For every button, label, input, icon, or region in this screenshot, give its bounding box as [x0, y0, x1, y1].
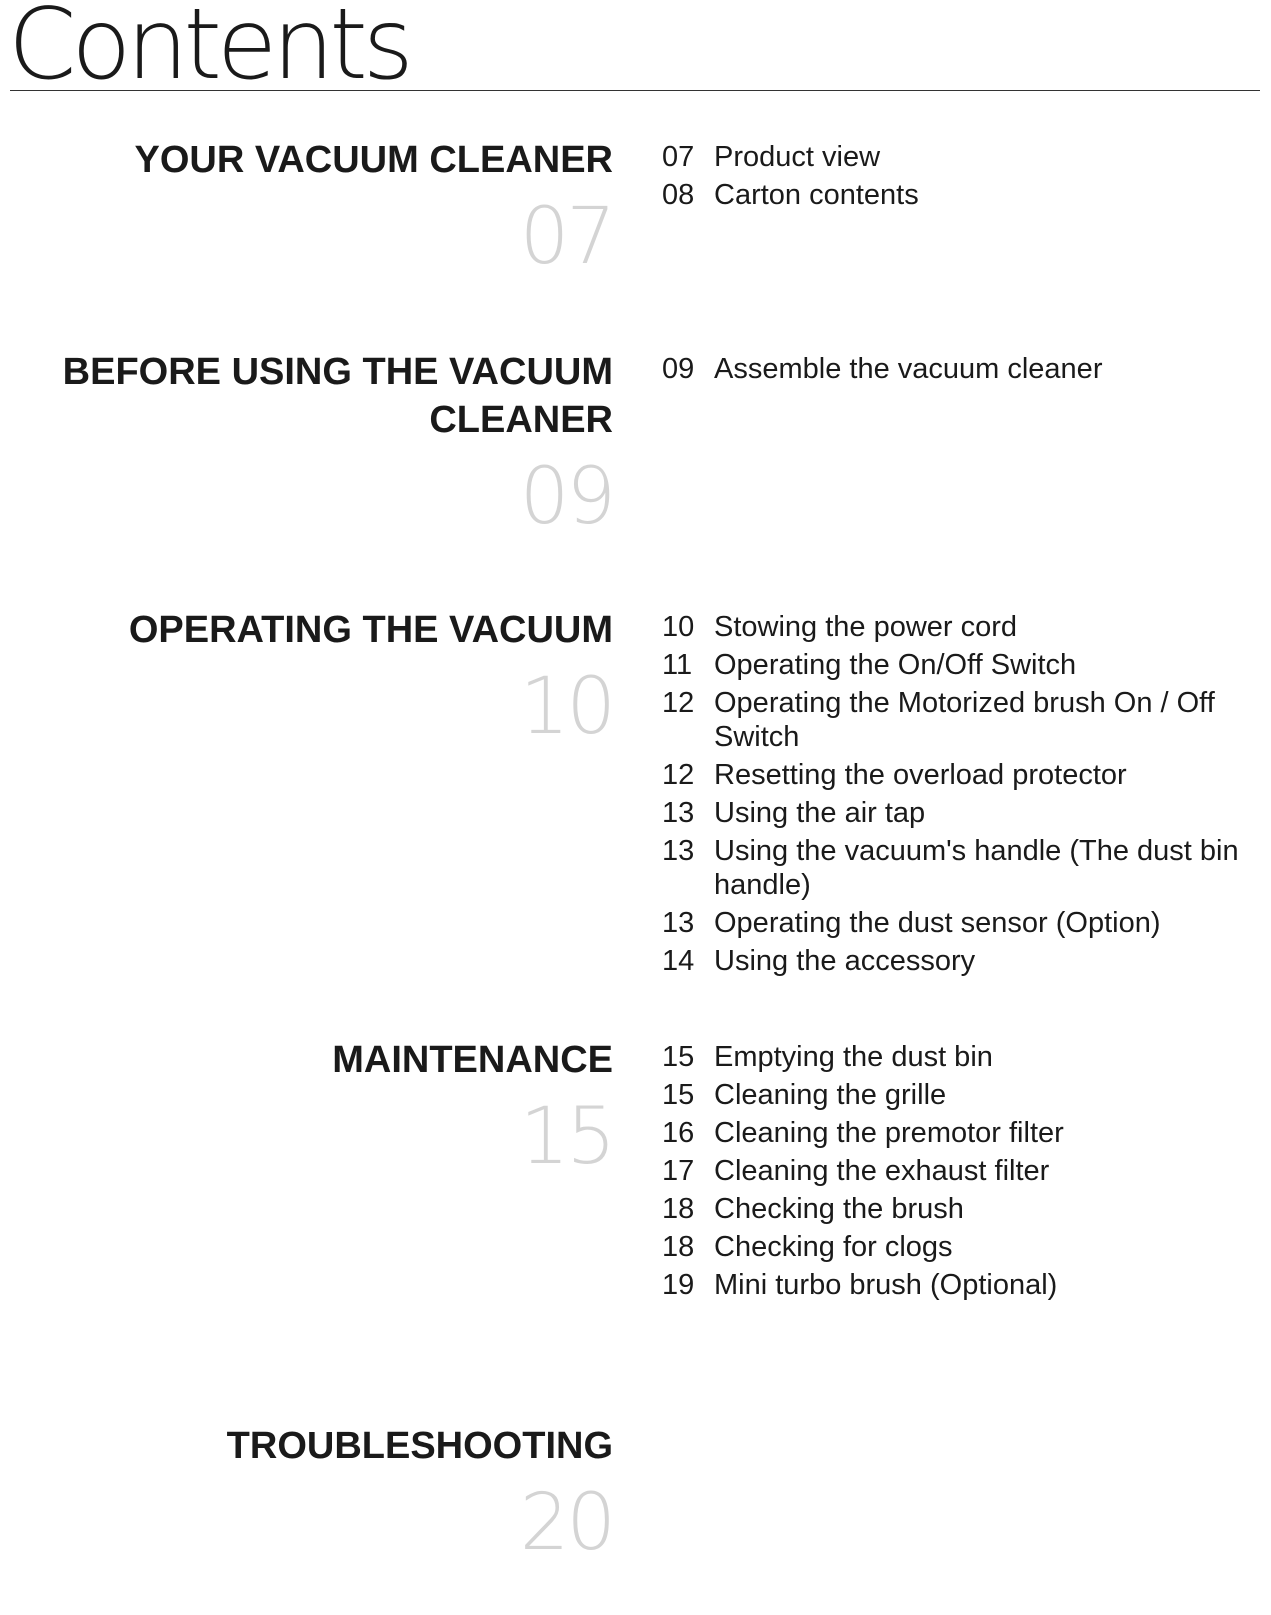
toc-entry-label: Resetting the overload protector — [714, 759, 1127, 791]
toc-entry-page: 07 — [662, 141, 695, 173]
toc-entry-label: Using the air tap — [714, 797, 926, 829]
toc-entry[interactable] — [662, 1078, 1262, 1112]
section-page-number: 07 — [519, 192, 613, 282]
toc-entry-list — [662, 610, 1262, 982]
toc-entry-page: 15 — [662, 1041, 695, 1073]
toc-entry[interactable] — [662, 1192, 1262, 1226]
toc-entry-label: Operating the Motorized brush On / Off Switch — [714, 687, 1215, 753]
toc-entry-page: 09 — [662, 353, 695, 385]
toc-entry[interactable] — [662, 1116, 1262, 1150]
toc-entry[interactable] — [662, 1040, 1262, 1074]
toc-entry-label: Carton contents — [714, 179, 919, 211]
toc-entry[interactable] — [662, 352, 1262, 386]
toc-entry-label: Product view — [714, 141, 881, 173]
toc-entry-page: 13 — [662, 907, 695, 939]
toc-entry-page: 13 — [662, 835, 695, 867]
toc-entry-page: 18 — [662, 1231, 695, 1263]
toc-entry-label: Assemble the vacuum cleaner — [714, 353, 1103, 385]
toc-entry[interactable] — [662, 1230, 1262, 1264]
toc-entry-label: Cleaning the exhaust filter — [714, 1155, 1050, 1187]
toc-entry-page: 17 — [662, 1155, 695, 1187]
toc-entry-page: 12 — [662, 687, 695, 719]
toc-entry-list — [662, 1040, 1262, 1306]
section-heading — [33, 136, 613, 282]
toc-entry-label: Emptying the dust bin — [714, 1041, 993, 1073]
toc-entry-page: 18 — [662, 1193, 695, 1225]
section-heading — [33, 1036, 613, 1182]
toc-entry-label: Mini turbo brush (Optional) — [714, 1269, 1058, 1301]
toc-entry-label: Stowing the power cord — [714, 611, 1018, 643]
toc-entry-page: 13 — [662, 797, 695, 829]
section-title[interactable]: MAINTENANCE — [332, 1039, 613, 1081]
toc-entry-page: 14 — [662, 945, 695, 977]
toc-entry[interactable] — [662, 944, 1262, 978]
toc-entry[interactable] — [662, 834, 1262, 902]
toc-entry[interactable] — [662, 906, 1262, 940]
toc-entry[interactable] — [662, 140, 1262, 174]
section-page-number: 20 — [519, 1478, 613, 1568]
toc-entry[interactable] — [662, 648, 1262, 682]
section-title[interactable]: TROUBLESHOOTING — [226, 1425, 613, 1467]
toc-entry-label: Operating the On/Off Switch — [714, 649, 1077, 681]
toc-entry[interactable] — [662, 1154, 1262, 1188]
toc-entry-page: 15 — [662, 1079, 695, 1111]
toc-entry-label: Checking the brush — [714, 1193, 964, 1225]
toc-entry-label: Cleaning the grille — [714, 1079, 947, 1111]
toc-entry-label: Using the accessory — [714, 945, 976, 977]
section-heading — [33, 1422, 613, 1568]
toc-entry[interactable] — [662, 686, 1262, 754]
section-page-number: 15 — [519, 1092, 613, 1182]
toc-entry-label: Operating the dust sensor (Option) — [714, 907, 1161, 939]
toc-entry-page: 11 — [662, 649, 693, 681]
toc-entry-page: 12 — [662, 759, 695, 791]
title-divider — [10, 90, 1260, 91]
toc-entry-page: 16 — [662, 1117, 695, 1149]
toc-entry-page: 08 — [662, 179, 695, 211]
section-heading — [33, 348, 613, 542]
toc-entry-label: Cleaning the premotor filter — [714, 1117, 1064, 1149]
toc-entry-page: 19 — [662, 1269, 695, 1301]
toc-entry[interactable] — [662, 178, 1262, 212]
section-title[interactable]: YOUR VACUUM CLEANER — [134, 139, 613, 181]
toc-entry[interactable] — [662, 610, 1262, 644]
toc-entry-page: 10 — [662, 611, 695, 643]
section-page-number: 10 — [519, 662, 613, 752]
section-page-number: 09 — [519, 452, 613, 542]
toc-entry-list — [662, 140, 1262, 216]
section-title[interactable]: OPERATING THE VACUUM — [128, 609, 613, 651]
toc-entry-label: Using the vacuum's handle (The dust bin handle) — [714, 835, 1239, 901]
page-title: Contents — [8, 0, 409, 102]
toc-entry-list — [662, 352, 1262, 390]
section-heading — [33, 606, 613, 752]
toc-entry-label: Checking for clogs — [714, 1231, 953, 1263]
toc-entry[interactable] — [662, 1268, 1262, 1302]
toc-entry[interactable] — [662, 758, 1262, 792]
toc-entry[interactable] — [662, 796, 1262, 830]
section-title[interactable]: BEFORE USING THE VACUUM CLEANER — [62, 351, 613, 441]
